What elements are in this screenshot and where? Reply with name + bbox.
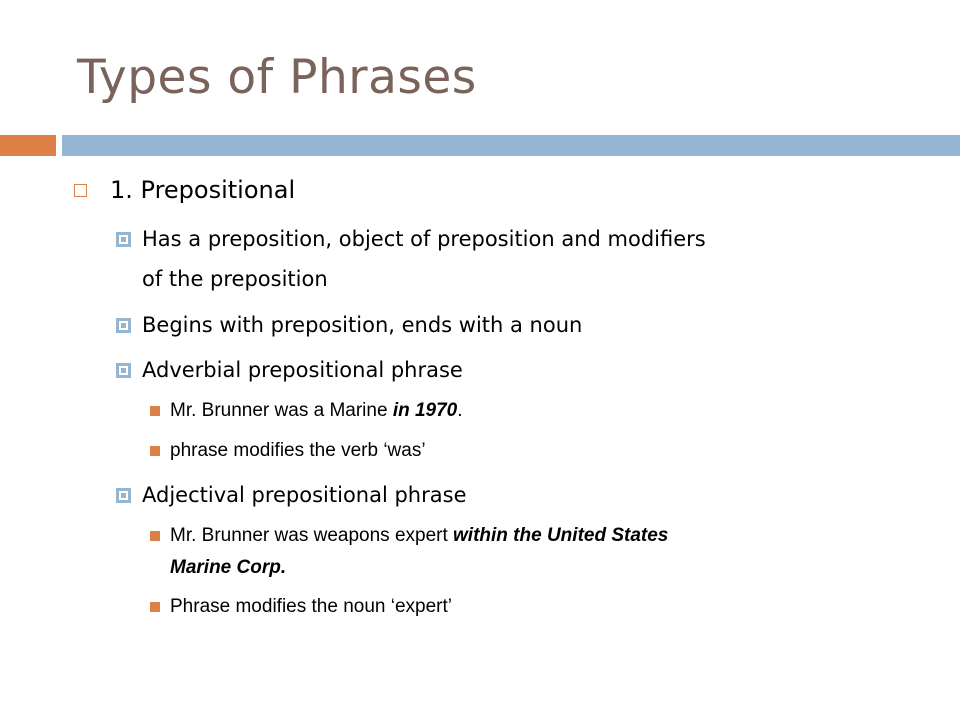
example-adjectival-text: Mr. Brunner was weapons expert xyxy=(170,525,454,546)
point-preposition-definition-line2: of the preposition xyxy=(142,267,328,291)
note-adverbial: phrase modifies the verb ‘was’ xyxy=(170,440,426,461)
example-adjectival-line1 xyxy=(170,523,668,548)
point-preposition-definition-line1: Has a preposition, object of preposition and modifiers xyxy=(142,227,706,251)
hollow-square-bullet-icon xyxy=(74,184,87,197)
example-adverbial-phrase: in 1970 xyxy=(392,400,458,421)
heading-prepositional: 1. Prepositional xyxy=(110,176,296,204)
filled-square-bullet-icon xyxy=(150,406,160,416)
square-bullet-icon xyxy=(116,363,131,378)
square-bullet-icon xyxy=(116,232,131,247)
filled-square-bullet-icon xyxy=(150,602,160,612)
square-bullet-icon xyxy=(116,318,131,333)
point-begins-ends: Begins with preposition, ends with a noun xyxy=(142,313,583,337)
filled-square-bullet-icon xyxy=(150,531,160,541)
slide-title: Types of Phrases xyxy=(77,50,477,105)
filled-square-bullet-icon xyxy=(150,446,160,456)
point-adjectival: Adjectival prepositional phrase xyxy=(142,483,467,507)
example-adverbial xyxy=(170,398,463,423)
example-adjectival-phrase-end: Marine Corp. xyxy=(170,557,287,578)
note-adjectival: Phrase modifies the noun ‘expert’ xyxy=(170,596,452,617)
point-adverbial: Adverbial prepositional phrase xyxy=(142,358,463,382)
example-adverbial-period: . xyxy=(457,400,463,421)
example-adjectival-phrase: within the United States xyxy=(453,525,669,546)
square-bullet-icon xyxy=(116,488,131,503)
example-adjectival-line2 xyxy=(170,555,286,580)
example-adverbial-text: Mr. Brunner was a Marine xyxy=(170,400,393,421)
